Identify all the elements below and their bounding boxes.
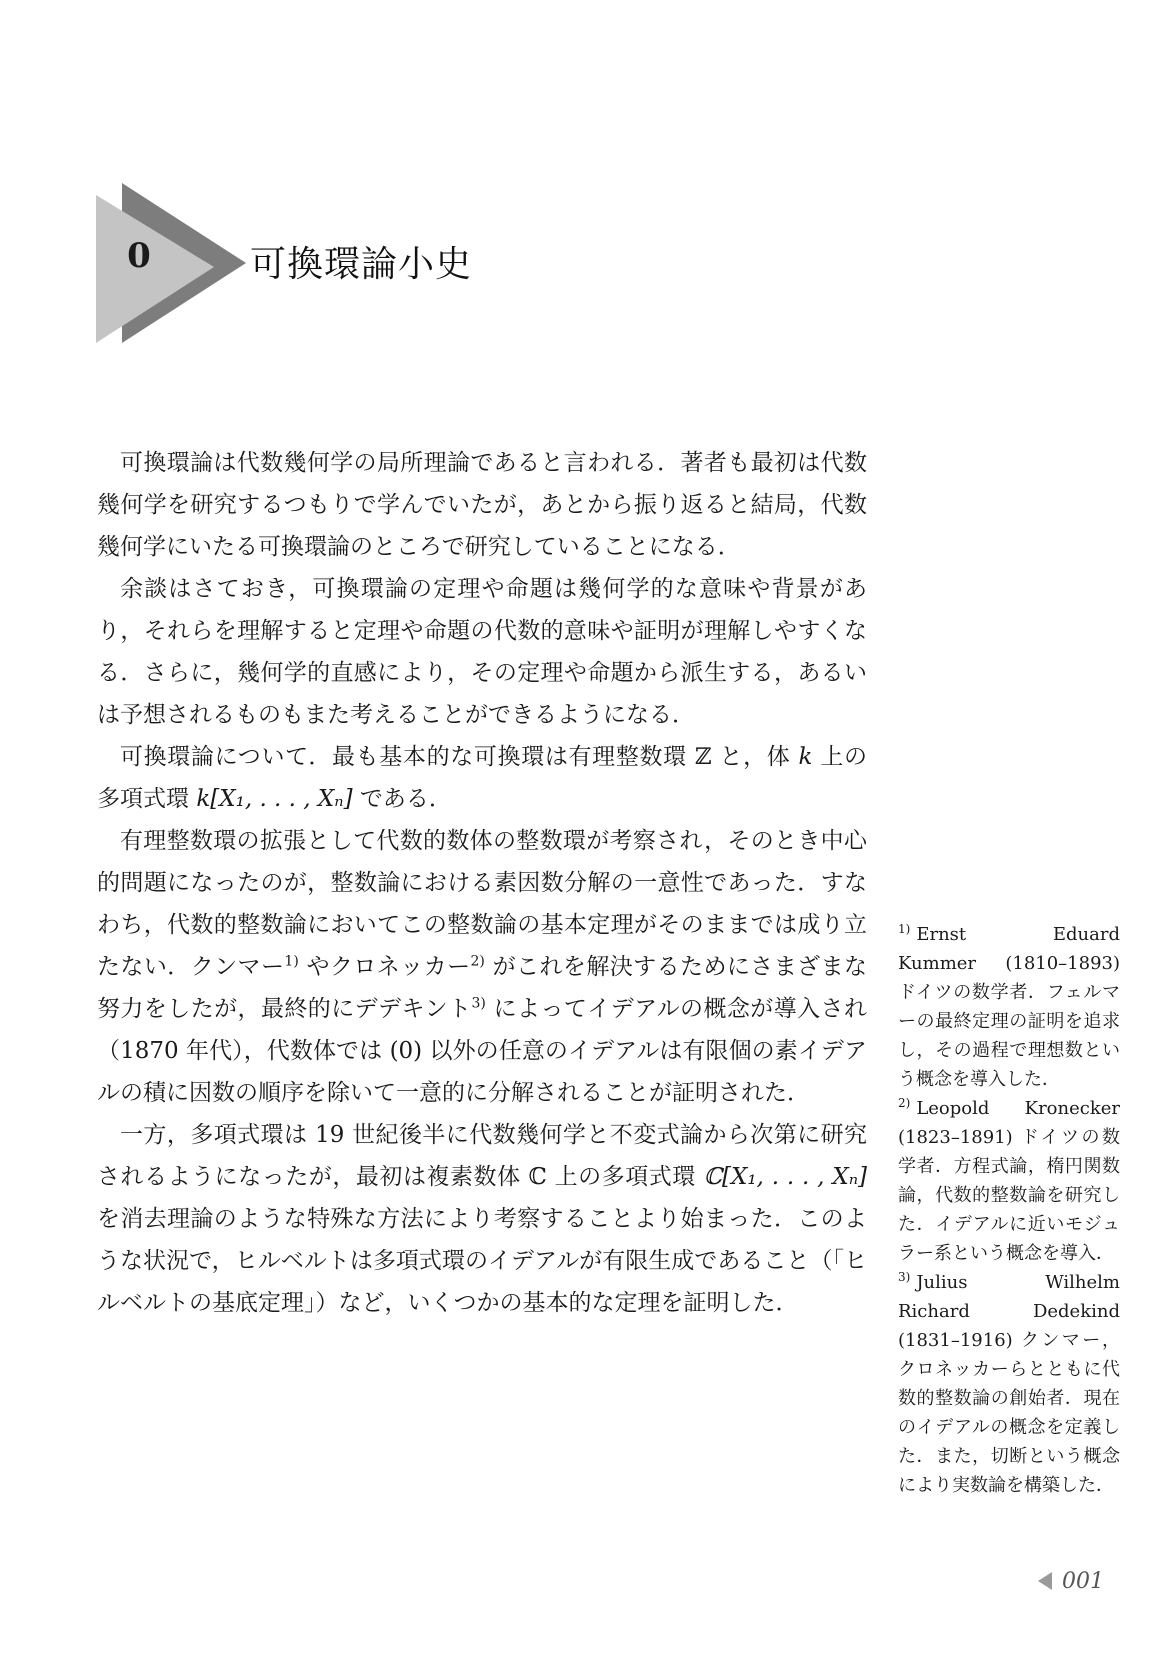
paragraph-4-text-a: 有理整数環の拡張として代数的数体の整数環が考察され，そのとき中心的問題になったのが，整数論における素因数分解の一意性であった．すなわち，代数的整数論においてこの整数論の基本定理がそのままでは成り立たない．クンマー [97,828,867,980]
paragraph-4-text-d: によってイデアルの概念が導入され（1870 年代），代数体では (0) 以外の任意のイデアルは有限個の素イデアルの積に因数の順序を除いて一意的に分解されることが証明された． [97,996,867,1106]
sidenote-3-text: Julius Wilhelm Richard Dedekind (1831–1916) クンマー，クロネッカーらとともに代数的整数論の創始者．現在のイデアルの概念を定義した．また，切断という概念により実数論を構築した． [898,1272,1120,1496]
sidenote-2-number: 2) [898,1096,911,1110]
sidenote-2-text: Leopold Kronecker (1823–1891) ドイツの数学者．方程式論，楕円関数論，代数的整数論を研究した．イデアルに近いモジュラー系という概念を導入． [898,1098,1120,1264]
chapter-number: 0 [127,236,151,276]
field-k: k [798,744,813,770]
sidenote-3 [898,1268,1120,1500]
page-number: 001 [1062,1568,1104,1594]
paragraph-2: 余談はさておき，可換環論の定理や命題は幾何学的な意味や背景があり，それらを理解すると定理や命題の代数的意味や証明が理解しやすくなる．さらに，幾何学的直感により，その定理や命題から派生する，あるいは予想されるものもまた考えることができるようになる． [97,576,867,728]
sidenote-1-number: 1) [898,922,911,936]
polynomial-ring-c: ℂ[X₁, . . . , Xₙ] [703,1164,867,1190]
chapter-mark-icon [96,183,246,343]
polynomial-ring-k: k[X₁, . . . , Xₙ] [196,786,353,812]
footnote-ref-3: 3) [471,995,486,1012]
paragraph-4 [97,820,867,1114]
sidenote-1-text: Ernst Eduard Kummer (1810–1893) ドイツの数学者．フェルマーの最終定理の証明を追求し，その過程で理想数という概念を導入した． [898,924,1120,1090]
paragraph-4-text-b: やクロネッカー [298,954,471,980]
chapter-title: 可換環論小史 [250,244,473,285]
paragraph-3-text-c: である． [352,786,452,812]
page-footer [1038,1568,1104,1594]
sidenote-2 [898,1094,1120,1268]
left-triangle-icon [1038,1572,1052,1590]
paragraph-5-text-b: を消去理論のような特殊な方法により考察することより始まった．このような状況で，ヒルベルトは多項式環のイデアルが有限生成であること（「ヒルベルトの基底定理」）など，いくつかの基本的な定理を証明した． [97,1206,867,1316]
sidenote-1 [898,920,1120,1094]
paragraph-3-text-a: 可換環論について．最も基本的な可換環は有理整数環 ℤ と，体 [120,744,799,770]
paragraph-3-text-b: 上の多項式環 [97,744,867,812]
sidenotes [898,920,1120,1500]
footnote-ref-1: 1) [284,953,299,970]
paragraph-4-text-c: がこれを解決するためにさまざまな努力をしたが，最終的にデデキント [97,954,867,1022]
paragraph-5 [97,1114,867,1324]
paragraph-1: 可換環論は代数幾何学の局所理論であると言われる．著者も最初は代数幾何学を研究するつもりで学んでいたが，あとから振り返ると結局，代数幾何学にいたる可換環論のところで研究していることになる． [97,450,867,560]
sidenote-3-number: 3) [898,1270,911,1284]
main-text [97,442,867,1324]
paragraph-5-text-a: 一方，多項式環は 19 世紀後半に代数幾何学と不変式論から次第に研究されるようになったが，最初は複素数体 ℂ 上の多項式環 [97,1122,867,1190]
footnote-ref-2: 2) [470,953,485,970]
paragraph-3 [97,736,867,820]
